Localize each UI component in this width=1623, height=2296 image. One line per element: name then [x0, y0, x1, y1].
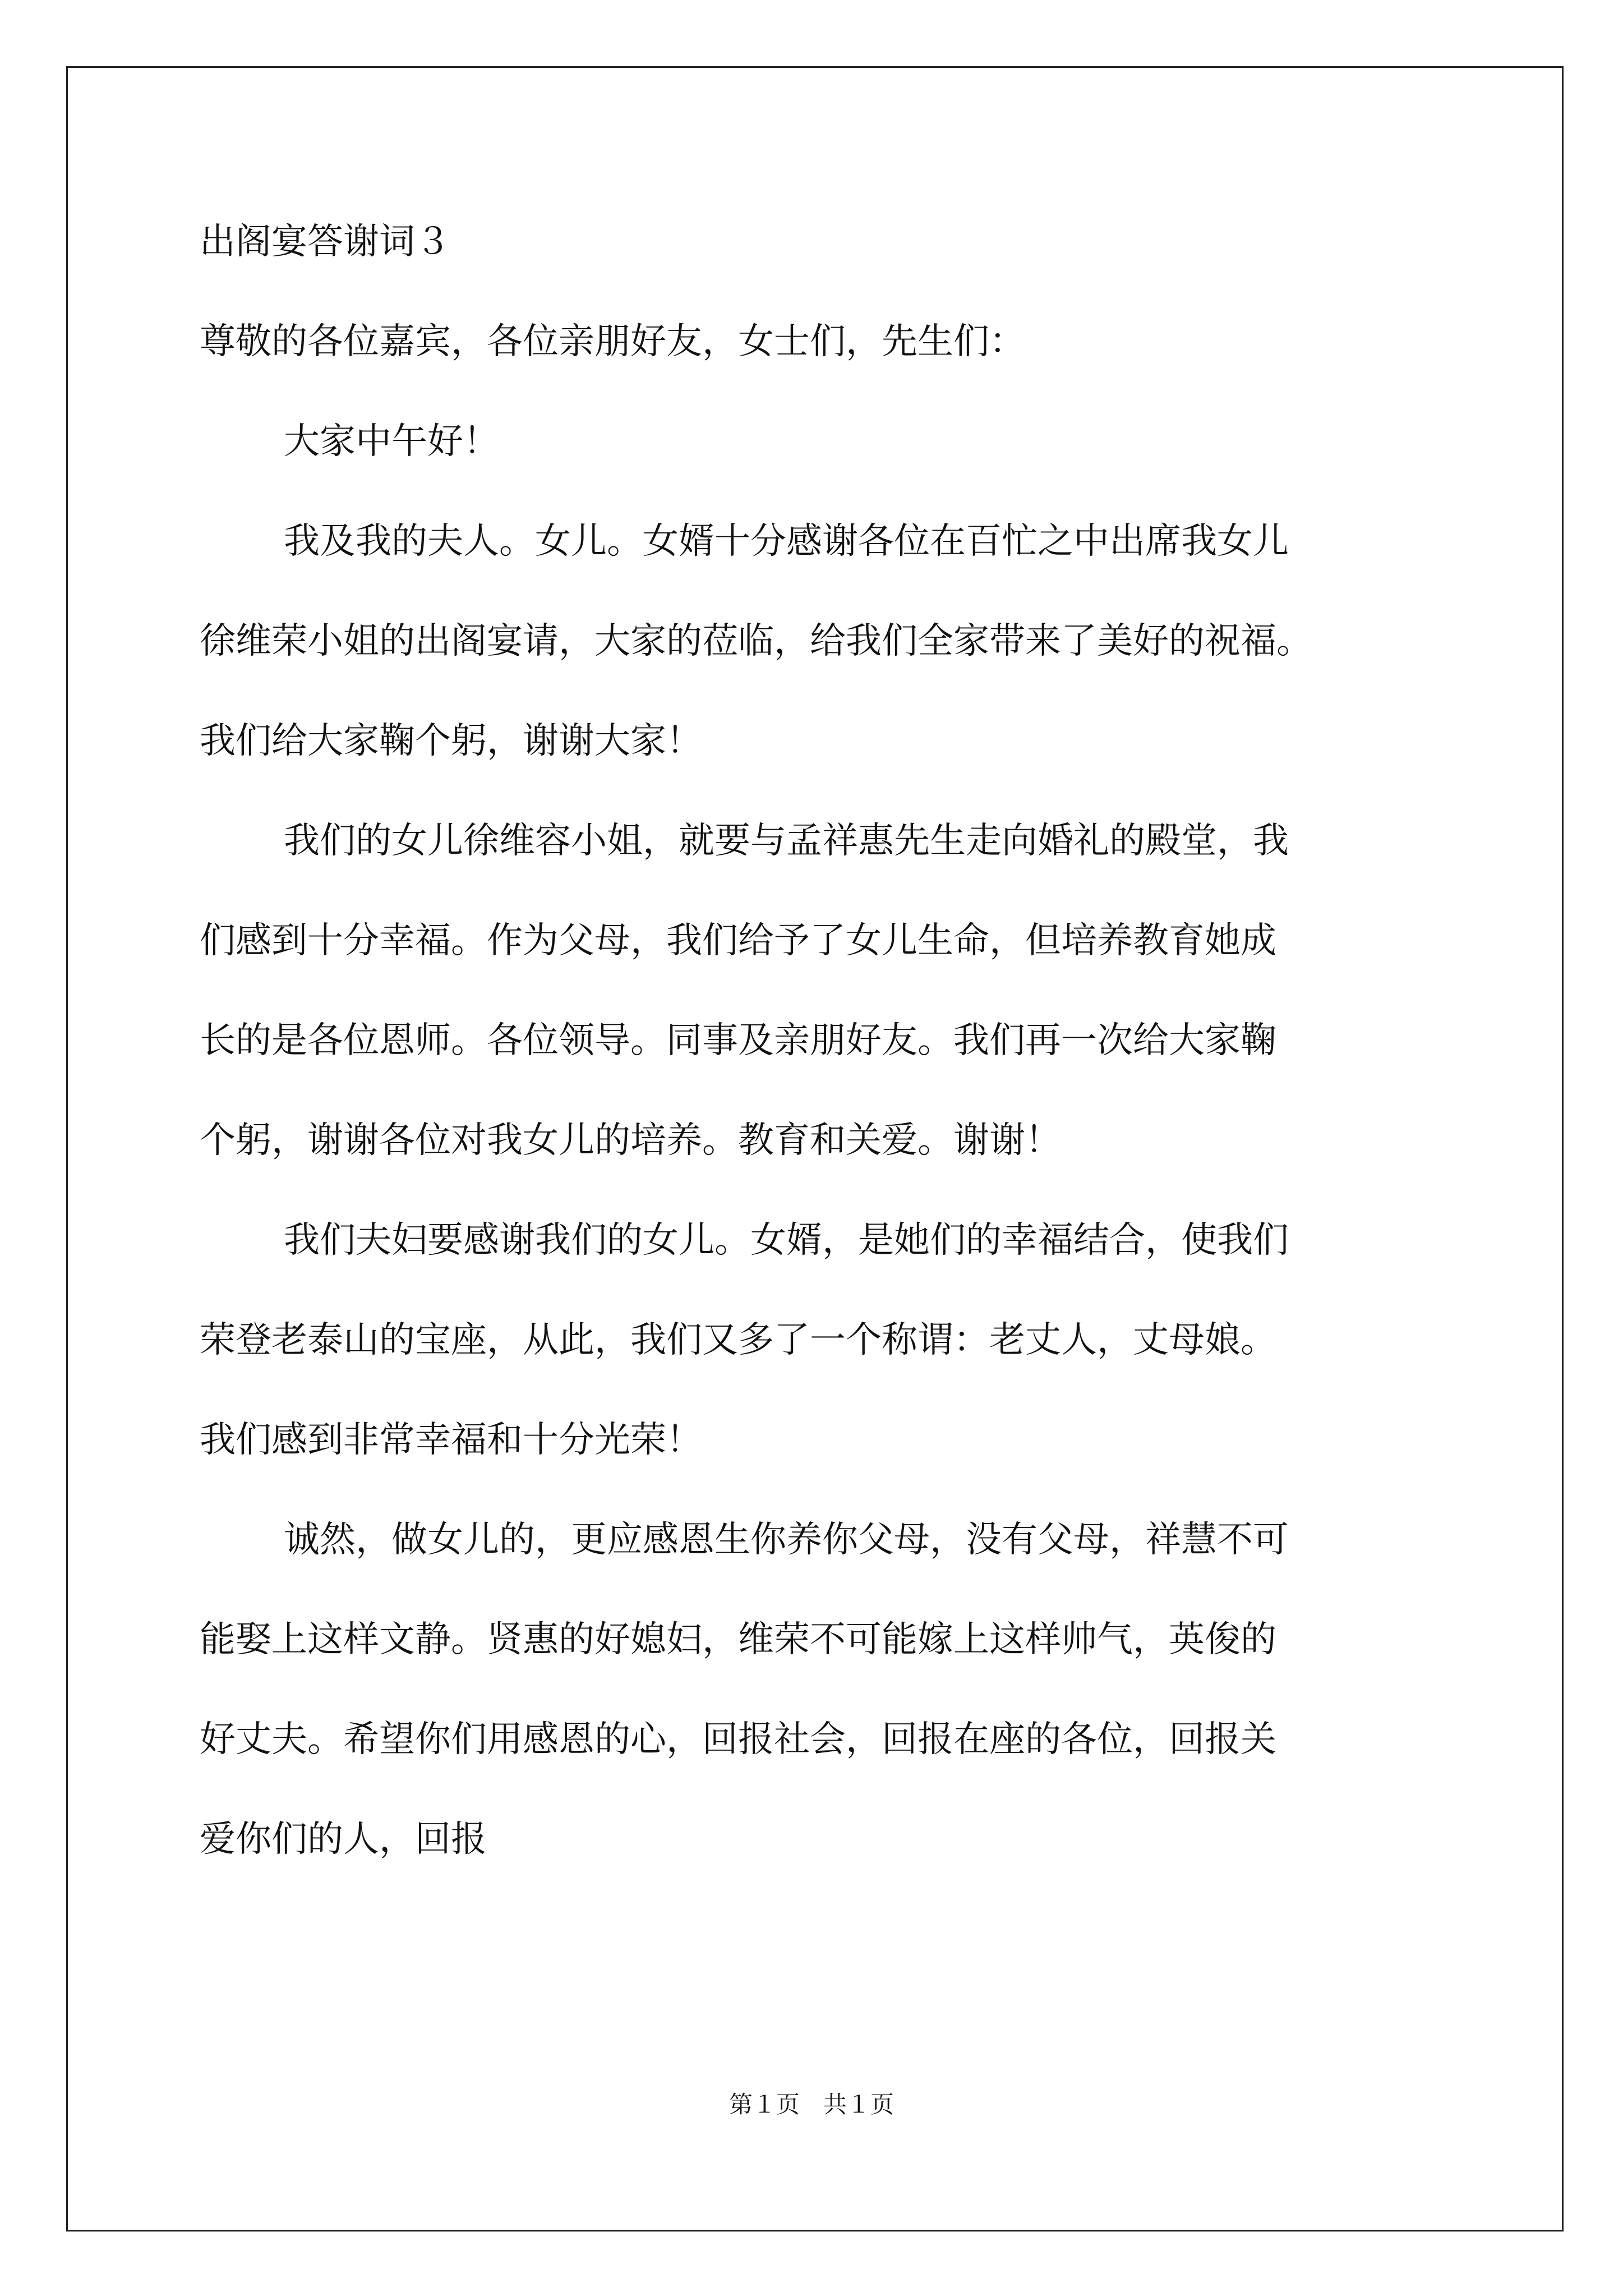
- text-line: 长的是各位恩师。各位领导。同事及亲朋好友。我们再一次给大家鞠: [200, 1020, 1276, 1061]
- document-title: 出阁宴答谢词３: [200, 221, 451, 263]
- page-footer: 第１页 共１页: [728, 2091, 894, 2118]
- text-line: 我们感到非常幸福和十分光荣！: [200, 1419, 702, 1461]
- text-line: 我们给大家鞠个躬，谢谢大家！: [200, 720, 702, 762]
- text-line: 好丈夫。希望你们用感恩的心，回报社会，回报在座的各位，回报关: [200, 1719, 1276, 1760]
- text-line: 大家中午好！: [284, 421, 499, 462]
- paragraph-lines: [200, 321, 1439, 1860]
- text-line: 爱你们的人，回报: [200, 1819, 487, 1860]
- text-line: 我们夫妇要感谢我们的女儿。女婿，是她们的幸福结合，使我们: [284, 1220, 1289, 1261]
- text-line: 我们的女儿徐维容小姐，就要与孟祥惠先生走向婚礼的殿堂，我: [284, 820, 1289, 862]
- text-line: 个躬，谢谢各位对我女儿的培养。教育和关爱。谢谢！: [200, 1120, 1061, 1161]
- text-line: 我及我的夫人。女儿。女婿十分感谢各位在百忙之中出席我女儿: [284, 521, 1289, 562]
- text-line: 荣登老泰山的宝座，从此，我们又多了一个称谓：老丈人，丈母娘。: [200, 1319, 1276, 1361]
- text-line: 们感到十分幸福。作为父母，我们给予了女儿生命，但培养教育她成: [200, 920, 1276, 961]
- text-line: 徐维荣小姐的出阁宴请，大家的莅临，给我们全家带来了美好的祝福。: [200, 620, 1312, 662]
- text-line: 能娶上这样文静。贤惠的好媳妇，维荣不可能嫁上这样帅气，英俊的: [200, 1619, 1276, 1660]
- text-line: 诚然，做女儿的，更应感恩生你养你父母，没有父母，祥慧不可: [284, 1519, 1289, 1561]
- document-body: [200, 222, 1439, 1919]
- text-line: 尊敬的各位嘉宾，各位亲朋好友，女士们，先生们：: [200, 321, 1025, 362]
